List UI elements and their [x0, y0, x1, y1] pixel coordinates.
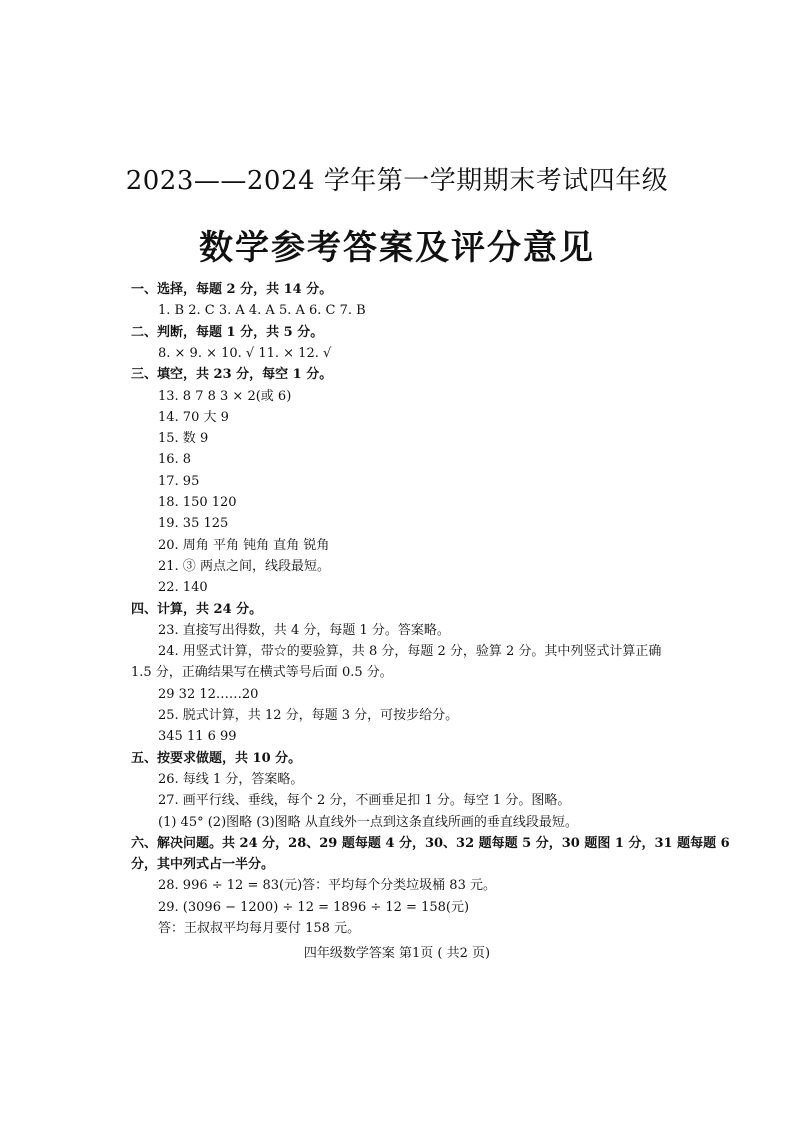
answer-line: 答：王叔叔平均每月要付 158 元。 — [158, 921, 361, 936]
document-subtitle: 数学参考答案及评分意见 — [199, 228, 595, 268]
answer-line: 16. 8 — [158, 452, 192, 468]
answer-line: 17. 95 — [158, 473, 200, 489]
section-heading: 分，其中列式占一半分。 — [131, 857, 275, 873]
answer-line: 1.5 分，正确结果写在横式等号后面 0.5 分。 — [131, 665, 393, 681]
answer-line: 26. 每线 1 分，答案略。 — [158, 771, 304, 787]
answer-line: 22. 140 — [158, 580, 208, 596]
answer-line: 20. 周角 平角 钝角 直角 锐角 — [158, 537, 330, 553]
answer-line: 19. 35 125 — [158, 516, 229, 532]
answer-line: 14. 70 大 9 — [158, 409, 229, 425]
section-heading: 二、判断，每题 1 分，共 5 分。 — [131, 324, 324, 340]
answer-line: 18. 150 120 — [158, 495, 237, 510]
section-heading: 三、填空，共 23 分，每空 1 分。 — [131, 367, 333, 383]
section-heading: 四、计算，共 24 分。 — [131, 601, 263, 617]
answer-line: 25. 脱式计算，共 12 分，每题 3 分，可按步给分。 — [158, 708, 459, 723]
answer-line: (1) 45° (2)图略 (3)图略 从直线外一点到这条直线所画的垂直线段最短。 — [158, 814, 578, 830]
exam-title: 2023——2024 学年第一学期期末考试四年级 — [125, 166, 669, 196]
answer-line: 29 32 12……20 — [158, 686, 259, 702]
page-footer: 四年级数学答案 第1页 ( 共2 页) — [303, 946, 491, 961]
section-heading: 一、选择，每题 2 分，共 14 分。 — [131, 282, 333, 297]
answer-line: 28. 996 ÷ 12 = 83(元)答：平均每个分类垃圾桶 83 元。 — [158, 878, 496, 894]
answer-line: 29. (3096 − 1200) ÷ 12 = 1896 ÷ 12 = 158(元) — [158, 899, 470, 915]
answer-line: 23. 直接写出得数，共 4 分，每题 1 分。答案略。 — [158, 622, 450, 638]
section-heading: 六、解决问题。共 24 分，28、29 题每题 4 分，30、32 题每题 5 分，30 题图 1 分，31 题每题 6 — [131, 835, 730, 851]
answer-line: 13. 8 7 8 3 × 2(或 6) — [158, 388, 292, 404]
answer-line: 8. × 9. × 10. √ 11. × 12. √ — [158, 345, 332, 361]
answer-line: 27. 画平行线、垂线，每个 2 分，不画垂足扣 1 分。每空 1 分。图略。 — [158, 793, 571, 809]
answer-line: 21. ③ 两点之间，线段最短。 — [158, 558, 330, 574]
answer-line: 24. 用竖式计算，带☆的要验算，共 8 分，每题 2 分，验算 2 分。其中列竖式计算正确 — [158, 644, 662, 660]
section-heading: 五、按要求做题，共 10 分。 — [131, 750, 302, 766]
answer-line: 345 11 6 99 — [158, 729, 237, 745]
answer-line: 1. B 2. C 3. A 4. A 5. A 6. C 7. B — [158, 303, 366, 319]
answer-line: 15. 数 9 — [158, 431, 209, 447]
